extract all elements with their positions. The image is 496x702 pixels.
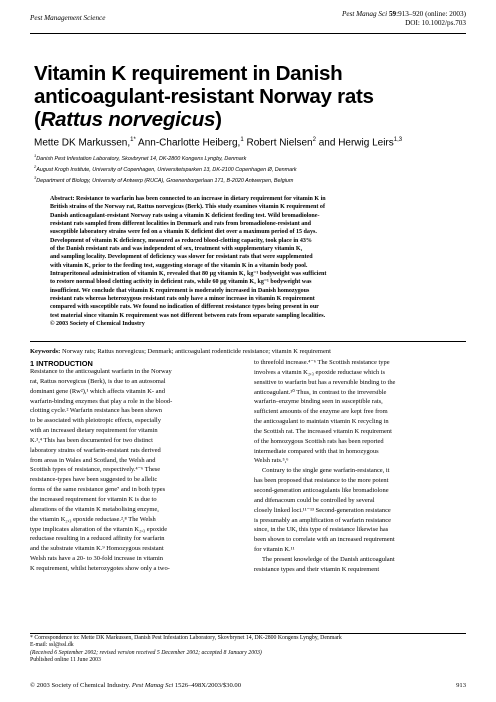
body-line: has been proposed that resistance to the more potent [254,477,389,485]
body-line: the anticoagulant to maintain vitamin K recycling in [254,418,389,426]
journal-name: Pest Management Science [30,14,106,22]
body-line: dominant gene (Rw²),¹ which affects vitamin K- and [30,387,165,395]
citation-block [342,10,466,28]
body-line: to be associated with pleiotropic effects, especially [30,417,161,425]
abstract-line: to restore normal blood clotting activity in deficient rats, while 60 µg vitamin K₁ kg⁻¹ bodyweight was [50,279,312,286]
body-line: type implicates alteration of the vitamin K₂,₃ epoxide [30,525,168,533]
author-affiliation-mark: 1,3 [393,137,403,143]
body-line: warfarin-binding enzymes that play a role in the blood- [30,397,173,405]
body-line: and the substrate vitamin K.⁹ Homozygous resistant [30,545,164,553]
body-line: been shown to correlate with an increased requirement [254,536,395,544]
body-line: clotting cycle.² Warfarin resistance has been shown [30,407,162,415]
citation-journal: Pest Manag Sci [342,10,388,18]
author-affiliation-mark: 2 [312,137,316,143]
abstract-line: test material since vitamin K requirement was not different between rats from separate sampling localities. [50,312,326,319]
title-species: Rattus norvegicus [40,108,216,131]
abstract-line: with vitamin K₁ prior to the feeding test, suggesting storage of the vitamin K in a vitamin body pool. [50,262,308,269]
body-line: intermediate compared with that in homozygous [254,447,379,455]
author-affiliation-mark: 1* [130,137,136,143]
body-line: K.³,⁴ This has been documented for two distinct [30,436,153,444]
body-line: sensitive to warfarin but has a reversible binding to the [254,378,396,386]
footer-journal: Pest Manag Sci [131,682,174,689]
abstract-line: susceptible laboratory strains were fed on a vitamin K deficient diet over a maximum period of 15 days. [50,229,317,236]
body-column-left [30,367,242,574]
footer-issn: 1526–498X/2003/$30.00 [173,682,242,689]
author-affiliation-mark: 1 [240,137,244,143]
author-name: Ann-Charlotte Heiberg, [135,137,241,149]
abstract-line: resistant rats whereas heterozygous resistant rats only have a minor increase in vitamin K requirement [50,296,315,303]
body-line: with an increased dietary requirement for vitamin [30,427,158,435]
affiliation [34,174,297,185]
body-line: closely linked loci.¹¹⁻¹³ Second-generation resistance [254,506,391,514]
author-name: Robert Nielsen [243,137,313,149]
citation-volume: 59 [388,10,397,18]
footnote-rule [30,633,466,634]
affiliation [34,152,297,163]
email-note: E-mail: ssl@ssl.dk [30,642,74,649]
body-line: from areas in Wales and Scotland, the Welsh and [30,456,156,464]
title-line-1: Vitamin K requirement in Danish [34,62,343,85]
body-line: reductase resulting in a reduced affinity for warfarin [30,535,165,543]
abstract-line: and sampling locality. Development of deficiency was slower for resistant rats that were supplemented [50,254,313,261]
page-number: 913 [456,682,466,689]
abstract-copyright: © 2003 Society of Chemical Industry [50,321,145,328]
body-line: Scottish types of resistance, respectively.⁴⁻⁶ These [30,466,161,474]
title-paren-close: ) [215,108,222,131]
body-line: involves a vitamin K₂,₃ epoxide reductase which is [254,368,386,376]
body-line: resistance-types have been suggested to be allelic [30,476,158,484]
abstract-line: Intraperitoneal administration of vitamin K₁ revealed that 80 µg vitamin K₁ kg⁻¹ bodyweight was sufficient [50,271,327,278]
affiliation [34,163,297,174]
body-line: to threefold increase.⁴⁻⁶ The Scottish resistance type [254,359,390,366]
keywords [30,348,466,355]
abstract-line: British strains of the Norway rat, Rattus norvegicus (Berk). This study examines vitamin K requirement of [50,204,325,211]
article-title [34,62,464,131]
abstract-line: compared with susceptible rats. We found no indication of different resistance types being present in our [50,304,319,311]
author-list [34,137,402,148]
abstract [50,195,450,329]
citation-line [342,10,466,19]
section-heading: 1 INTRODUCTION [30,359,93,368]
abstract-line: Abstract: Resistance to warfarin has been connected to an increase in dietary requirement for vitamin K in [50,196,326,202]
title-line-3 [34,108,464,131]
citation-pages: :913–920 (online: 2003) [396,10,466,18]
body-line: Contrary to the single gene warfarin-resistance, it [262,467,390,475]
published-note: Published online 11 June 2003 [30,657,101,664]
doi: DOI: 10.1002/ps.703 [405,19,466,27]
footer-copyright: © 2003 Society of Chemical Industry. [30,682,131,689]
body-line: resistance types and their vitamin K requirement [254,565,380,573]
body-line: for vitamin K.¹¹ [254,546,295,554]
body-line: anticoagulant.¹⁰ Thus, in contrast to the irreversible [254,388,387,396]
title-line-2: anticoagulant-resistant Norway rats [34,85,374,108]
body-line: Welsh rats.⁵,⁶ [254,457,289,465]
body-line: the increased requirement for vitamin K is due to [30,495,157,503]
body-line: K requirement, whilst heterozygotes show only a two- [30,564,170,572]
body-line: is presumably an amplification of warfarin resistance [254,516,391,524]
affiliation-list [34,152,297,185]
header-rule [30,33,466,34]
abstract-line: of the Danish resistant rats and was independent of sex, treatment with supplementary vitamin K₁ [50,246,303,253]
body-line: laboratory strains of warfarin-resistant rats derived [30,446,161,454]
affiliation-number: 1 [34,153,37,158]
title-paren-open: ( [34,108,41,131]
affiliation-number: 2 [34,164,37,170]
body-line: and difenacoum could be controlled by several [254,496,375,504]
affiliation-text: Danish Pest Infestation Laboratory, Skovbrynet 14, DK-2800 Kongens Lyngby, Denmark [36,155,247,162]
abstract-line: resistant rats sampled from different localities in Denmark and rats from bromadiolone-resistant and [50,221,312,228]
page-footer [30,682,466,689]
keywords-text: Norway rats; Rattus norvegicus; Denmark; anticoagulant rodenticide resistance; vitamin K requirement [60,348,331,355]
footnotes [30,635,466,665]
body-line: the Scottish rat. The increased vitamin K requirement [254,427,392,435]
body-column-right [254,358,466,575]
body-line: since, in the UK, this type of resistance likewise has [254,526,389,534]
body-line: the vitamin K₂,₃ epoxide reductase.²,⁸ The Welsh [30,515,156,523]
body-line: The present knowledge of the Danish anticoagulant [262,555,395,563]
author-name: and Herwig Leirs [315,137,394,149]
affiliation-text: Department of Biology, University of Antwerp (RUCA), Groenenborgerlaan 171, B-2020 Antwerpen, Belgium [36,177,294,184]
body-line: Resistance to the anticoagulant warfarin in the Norway [30,368,172,375]
received-note: (Received 6 September 2002; revised version received 5 December 2002; accepted 8 January 2003) [30,649,262,656]
body-line: rat, Rattus norvegicus (Berk), is due to an autosomal [30,377,166,385]
body-line: alterations of the vitamin K metabolising enzyme, [30,505,159,513]
abstract-rule [30,341,466,342]
abstract-line: Development of vitamin K deficiency, measured as reduced blood-clotting capacity, took place in 43% [50,237,312,244]
body-line: sufficient amounts of the enzyme are kept free from [254,408,388,416]
correspondence-note: * Correspondence to: Mette DK Markussen, Danish Pest Infestation Laboratory, Skovbrynet 14, DK-2800 Kongens Lyngby, Denmark [30,635,342,641]
author-name: Mette DK Markussen, [34,137,131,149]
abstract-line: insufficient. We conclude that vitamin K requirement is moderately increased in Danish homozygous [50,287,310,294]
body-line: forms of the same resistance gene⁷ and in both types [30,486,166,494]
affiliation-number: 3 [34,175,37,181]
body-line: second-generation anticoagulants like bromadiolone [254,486,389,494]
keywords-label: Keywords: [30,348,61,355]
body-line: warfarin–enzyme binding seen in susceptible rats, [254,398,383,406]
abstract-line: Danish anticoagulant-resistant Norway rats using a vitamin K deficient feeding test. Wild bromadiolone- [50,212,320,219]
body-line: of the homozygous Scottish rats has been reported [254,437,384,445]
affiliation-text: August Krogh Institute, University of Copenhagen, Universitetsparken 13, DK-2100 Copenhagen Ø, Denmark [36,166,297,173]
body-line: Welsh rats have a 20- to 30-fold increase in vitamin [30,555,164,563]
